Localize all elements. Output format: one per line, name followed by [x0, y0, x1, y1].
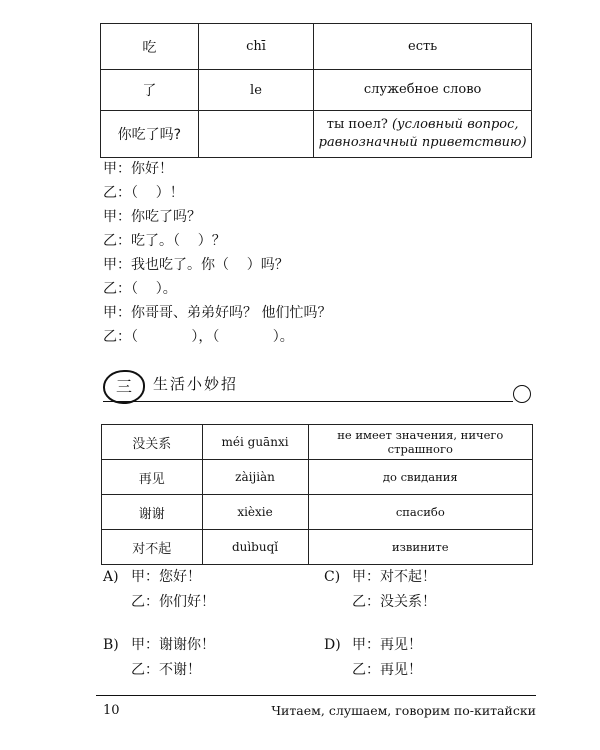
dialogue-text: （ ），（ ）。: [131, 329, 294, 345]
dialogue-text: 你好！: [131, 161, 173, 177]
meaning-cell: есть: [314, 24, 532, 70]
hanzi-cell: 再见: [102, 460, 203, 495]
dialogue-line: [103, 230, 226, 252]
speaker-label: 甲：: [103, 257, 131, 273]
table-row: [102, 530, 533, 565]
speaker-label: 乙：: [103, 329, 131, 345]
speaker-label: 甲：: [103, 305, 131, 321]
hanzi-cell: 谢谢: [102, 495, 203, 530]
dialogue-line: [103, 206, 201, 228]
dialogue-line: [103, 182, 184, 204]
section-divider: [103, 401, 513, 402]
footer-divider: [96, 695, 536, 696]
option-letter: A): [103, 569, 119, 585]
pinyin-cell: duìbuqǐ: [202, 530, 308, 565]
option-line: 甲：您好！: [131, 569, 201, 585]
hanzi-cell: 没关系: [102, 425, 203, 460]
dialogue-line: [103, 278, 177, 300]
option-letter: B): [103, 637, 119, 653]
meaning-note: (условный вопрос, равнозначный приветствию): [318, 117, 527, 150]
table-row: [102, 460, 533, 495]
table-row: [101, 111, 532, 158]
page-number: 10: [103, 703, 120, 718]
circle-ornament-icon: [513, 385, 531, 403]
speaker-label: 乙：: [103, 233, 131, 249]
meaning-cell: служебное слово: [314, 70, 532, 111]
hanzi-cell: 你吃了吗?: [101, 111, 199, 158]
hanzi-cell: 吃: [101, 24, 199, 70]
pinyin-cell: xièxie: [202, 495, 308, 530]
dialogue-text: 你哥哥、弟弟好吗？ 他们忙吗？: [131, 305, 332, 321]
option-letter: D): [324, 637, 341, 653]
speaker-label: 甲：: [103, 161, 131, 177]
speaker-label: 乙：: [103, 185, 131, 201]
option-line: 乙：不谢！: [131, 662, 201, 678]
pinyin-cell: [198, 111, 314, 158]
section-number-badge: 三: [103, 370, 145, 404]
option-line: 甲：对不起！: [352, 569, 436, 585]
pinyin-cell: chī: [198, 24, 314, 70]
vocab-table: [100, 23, 532, 158]
phrase-table: [101, 424, 533, 565]
option-line: 乙：没关系！: [352, 594, 436, 610]
section-title: 生活小妙招: [153, 375, 239, 393]
meaning-cell: спасибо: [308, 495, 532, 530]
table-row: [102, 425, 533, 460]
pinyin-cell: méi guānxi: [202, 425, 308, 460]
dialogue-line: [103, 326, 294, 348]
hanzi-cell: 对不起: [102, 530, 203, 565]
meaning-cell: [314, 111, 532, 158]
book-title: Читаем, слушаем, говорим по-китайски: [271, 703, 536, 718]
pinyin-cell: zàijiàn: [202, 460, 308, 495]
dialogue-text: （ ）。: [131, 281, 177, 297]
dialogue-line: [103, 254, 289, 276]
table-row: [102, 495, 533, 530]
dialogue-text: 你吃了吗？: [131, 209, 201, 225]
speaker-label: 甲：: [103, 209, 131, 225]
table-row: [101, 24, 532, 70]
hanzi-cell: 了: [101, 70, 199, 111]
option-line: 乙：再见！: [352, 662, 422, 678]
dialogue-line: [103, 302, 331, 324]
table-row: [101, 70, 532, 111]
dialogue-text: 吃了。（ ）？: [131, 233, 226, 249]
meaning-text: ты поел?: [326, 117, 392, 132]
speaker-label: 乙：: [103, 281, 131, 297]
meaning-cell: до свидания: [308, 460, 532, 495]
dialogue-text: （ ）！: [131, 185, 184, 201]
option-line: 甲：再见！: [352, 637, 422, 653]
pinyin-cell: le: [198, 70, 314, 111]
meaning-cell: извините: [308, 530, 532, 565]
dialogue-line: [103, 158, 173, 180]
meaning-cell: не имеет значения, ничего страшного: [308, 425, 532, 460]
option-line: 乙：你们好！: [131, 594, 215, 610]
option-letter: C): [324, 569, 341, 585]
option-line: 甲：谢谢你！: [131, 637, 215, 653]
dialogue-text: 我也吃了。你（ ）吗？: [131, 257, 289, 273]
